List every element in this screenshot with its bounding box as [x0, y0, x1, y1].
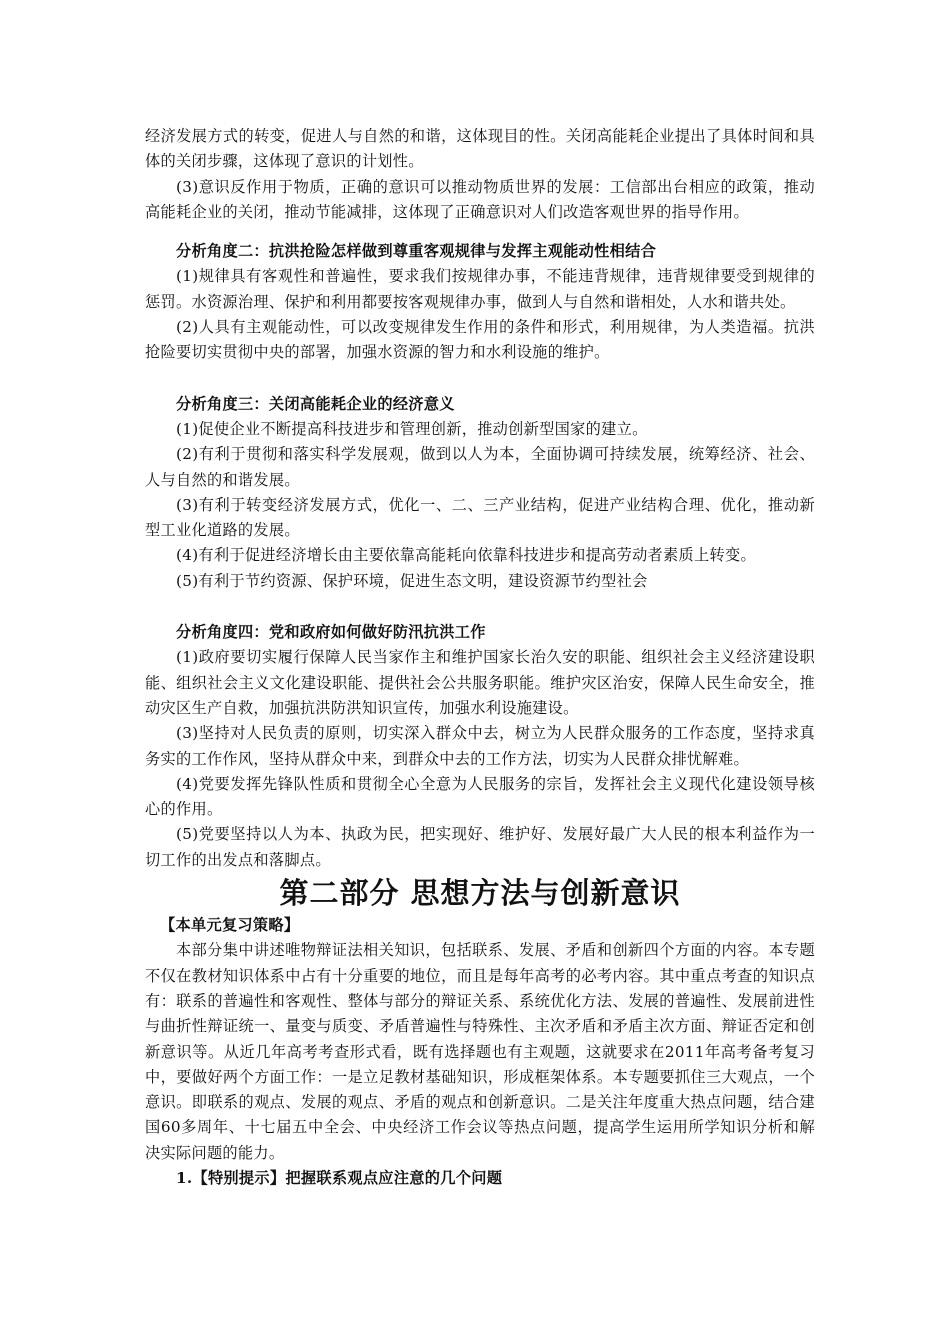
paragraph-item-3: (3)意识反作用于物质，正确的意识可以推动物质世界的发展：工信部出台相应的政策，推动高能耗企业的关闭，推动节能减排，这体现了正确意识对人们改造客观世界的指导作用。	[145, 177, 815, 221]
paragraph-continued: 经济发展方式的转变，促进人与自然的和谐，这体现目的性。关闭高能耗企业提出了具体时间和具体的关闭步骤，这体现了意识的计划性。	[145, 127, 815, 171]
angle3-item-4: (4)有利于促进经济增长由主要依靠高能耗向依靠科技进步和提高劳动者素质上转变。	[176, 546, 756, 565]
angle4-item-4: (4)党要发挥先锋队性质和贯彻全心全意为人民服务的宗旨，发挥社会主义现代化建设领导核心的作用。	[145, 774, 815, 819]
angle2-item-1: (1)规律具有客观性和普遍性，要求我们按规律办事，不能违背规律，违背规律要受到规律的惩罚。水资源治理、保护和利用都要按客观规律办事，做到人与自然和谐相处，人水和谐共处。	[145, 267, 815, 311]
angle3-item-1: (1)促使企业不断提高科技进步和管理创新，推动创新型国家的建立。	[176, 419, 648, 438]
special-tip-heading: 1.【特别提示】把握联系观点应注意的几个问题	[176, 1168, 503, 1187]
angle4-item-1: (1)政府要切实履行保障人民当家作主和维护国家长治久安的职能、组织社会主义经济建设职能、组织社会主义文化建设职能、提供社会公共服务职能。维护灾区治安，保障人民生命安全，推动灾区生产自救，加强抗洪防洪知识宣传，加强水利设施建设。	[145, 648, 815, 717]
angle3-item-5: (5)有利于节约资源、保护环境，促进生态文明，建设资源节约型社会	[176, 571, 648, 590]
section-heading-angle-3: 分析角度三：关闭高能耗企业的经济意义	[176, 394, 455, 413]
angle3-item-2: (2)有利于贯彻和落实科学发展观，做到以人为本，全面协调可持续发展，统筹经济、社会、人与自然的和谐发展。	[145, 445, 815, 489]
angle2-item-2: (2)人具有主观能动性，可以改变规律发生作用的条件和形式，利用规律，为人类造福。抗洪抢险要切实贯彻中央的部署，加强水资源的智力和水利设施的维护。	[145, 318, 815, 362]
review-strategy-heading: 【本单元复习策略】	[160, 916, 300, 935]
section-heading-angle-4: 分析角度四：党和政府如何做好防汛抗洪工作	[176, 623, 486, 642]
part2-intro: 本部分集中讲述唯物辩证法相关知识，包括联系、发展、矛盾和创新四个方面的内容。本专题不仅在教材知识体系中占有十分重要的地位，而且是每年高考的必考内容。其中重点考查的知识点有：联系的普遍性和客观性、整体与部分的辩证关系、系统优化方法、发展的普遍性、发展前进性与曲折性辩证统一、量变与质变、矛盾普遍性与特殊性、主次矛盾和矛盾主次方面、辩证否定和创新意识等。从近几年高考考查形式看，既有选择题也有主观题，这就要求在2011年高考备考复习中，要做好两个方面工作：一是立足教材基础知识，形成框架体系。本专题要抓住三大观点，一个意识。即联系的观点、发展的观点、矛盾的观点和创新意识。二是关注年度重大热点问题，结合建国60多周年、十七届五中全会、中央经济工作会议等热点问题，提高学生运用所学知识分析和解决实际问题的能力。	[145, 941, 815, 1162]
angle4-item-3: (3)坚持对人民负责的原则，切实深入群众中去，树立为人民群众服务的工作态度，坚持求真务实的工作作风，坚持从群众中来，到群众中去的工作方法，切实为人民群众排忧解难。	[145, 724, 815, 768]
document-body	[145, 124, 815, 1191]
angle4-item-5: (5)党要坚持以人为本、执政为民，把实现好、维护好、发展好最广大人民的根本利益作为一切工作的出发点和落脚点。	[145, 825, 815, 869]
part-title: 第二部分 思想方法与创新意识	[279, 876, 681, 911]
section-heading-angle-2: 分析角度二：抗洪抢险怎样做到尊重客观规律与发挥主观能动性相结合	[176, 242, 657, 261]
angle3-item-3: (3)有利于转变经济发展方式，优化一、二、三产业结构，促进产业结构合理、优化，推动新型工业化道路的发展。	[145, 495, 815, 540]
